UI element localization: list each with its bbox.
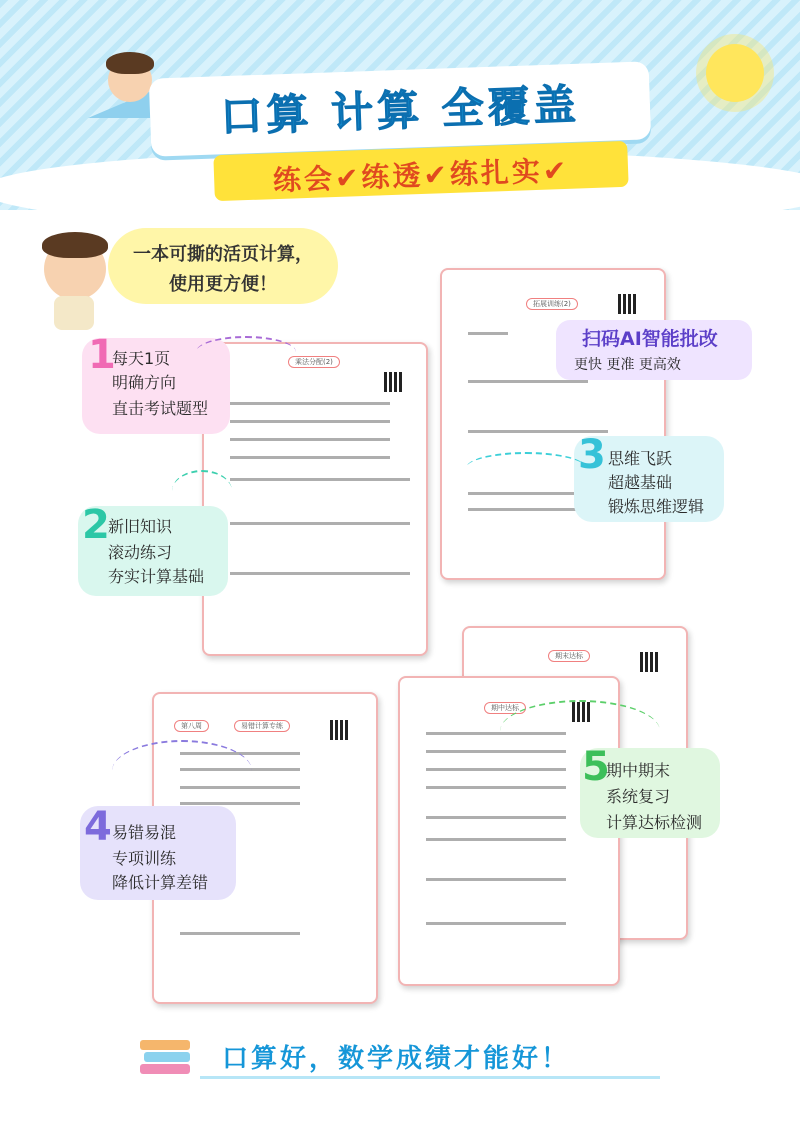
scan-ai-subtitle: 更快 更准 更高效 — [574, 357, 681, 373]
page-title: 口算 计算 全覆盖 — [219, 79, 581, 142]
exercise-row — [426, 922, 566, 925]
thought-line-1: 一本可撕的活页计算， — [133, 244, 313, 265]
exercise-row — [230, 478, 410, 481]
exercise-row — [468, 332, 508, 335]
page-3-tag: 第八周 — [174, 720, 209, 732]
qr-code-icon — [640, 652, 660, 672]
exercise-row — [426, 838, 566, 841]
callout-3-line-3: 锻炼思维逻辑 — [608, 497, 705, 516]
thought-bubble — [108, 228, 338, 304]
callout-2-line-2: 滚动练习 — [108, 543, 173, 562]
callout-4 — [80, 806, 236, 900]
callout-2-line-3: 夯实计算基础 — [108, 567, 205, 586]
callout-2 — [78, 502, 228, 596]
callout-1-line-1: 每天1页 — [112, 349, 171, 368]
callout-5 — [580, 744, 720, 838]
page-4-title: 期中达标 — [484, 702, 526, 714]
callout-1-number: 1 — [88, 332, 116, 378]
callout-1-line-3: 直击考试题型 — [112, 399, 209, 418]
callout-2-number: 2 — [82, 502, 110, 548]
connector-line — [172, 470, 232, 512]
callout-2-line-1: 新旧知识 — [108, 517, 173, 536]
callout-3 — [574, 432, 724, 522]
callout-3-number: 3 — [578, 432, 606, 478]
exercise-row — [230, 456, 390, 459]
scan-ai-callout — [556, 320, 752, 380]
thought-line-2: 使用更方便！ — [169, 274, 277, 295]
boy-hair-icon — [106, 52, 154, 74]
connector-line — [112, 740, 252, 802]
qr-code-icon — [330, 720, 350, 740]
footer-slogan: 口算好，数学成绩才能好！ — [222, 1044, 571, 1074]
exercise-row — [230, 402, 390, 405]
page-5-title: 期末达标 — [548, 650, 590, 662]
exercise-row — [180, 932, 300, 935]
exercise-row — [230, 522, 410, 525]
connector-line — [466, 452, 586, 484]
callout-3-line-1: 思维飞跃 — [608, 449, 673, 468]
page-3-title: 易错计算专练 — [234, 720, 290, 732]
books-icon — [140, 1030, 190, 1076]
mascot-hair-icon — [42, 232, 108, 258]
callout-4-line-3: 降低计算差错 — [112, 873, 209, 892]
connector-line — [500, 700, 660, 762]
qr-code-icon — [384, 372, 404, 392]
callout-5-line-1: 期中期末 — [606, 761, 671, 780]
exercise-row — [426, 878, 566, 881]
exercise-row — [426, 768, 566, 771]
callout-4-number: 4 — [84, 804, 112, 850]
exercise-row — [426, 816, 566, 819]
callout-4-line-1: 易错易混 — [112, 823, 177, 842]
callout-5-number: 5 — [582, 744, 610, 790]
callout-3-line-2: 超越基础 — [608, 473, 673, 492]
exercise-row — [230, 438, 390, 441]
callout-5-line-2: 系统复习 — [606, 787, 671, 806]
worksheet-page-1 — [202, 342, 428, 656]
page-1-title: 乘法分配(2) — [288, 356, 340, 368]
subtitle-text: 练会✔练透✔练扎实✔ — [272, 153, 570, 198]
exercise-row — [230, 420, 390, 423]
callout-5-line-3: 计算达标检测 — [606, 813, 703, 832]
exercise-row — [426, 786, 566, 789]
exercise-row — [468, 380, 588, 383]
worksheet-page-2 — [440, 268, 666, 580]
footer-slogan-bar — [200, 1040, 660, 1079]
mascot-body-icon — [54, 296, 94, 330]
qr-code-icon — [618, 294, 638, 314]
connector-line — [196, 336, 296, 368]
callout-1-line-2: 明确方向 — [112, 373, 177, 392]
sun-icon — [706, 44, 764, 102]
exercise-row — [180, 802, 300, 805]
page-2-title: 拓展训练(2) — [526, 298, 578, 310]
callout-4-line-2: 专项训练 — [112, 849, 177, 868]
exercise-row — [230, 572, 410, 575]
exercise-row — [468, 492, 588, 495]
scan-ai-title: 扫码AI智能批改 — [582, 328, 718, 350]
